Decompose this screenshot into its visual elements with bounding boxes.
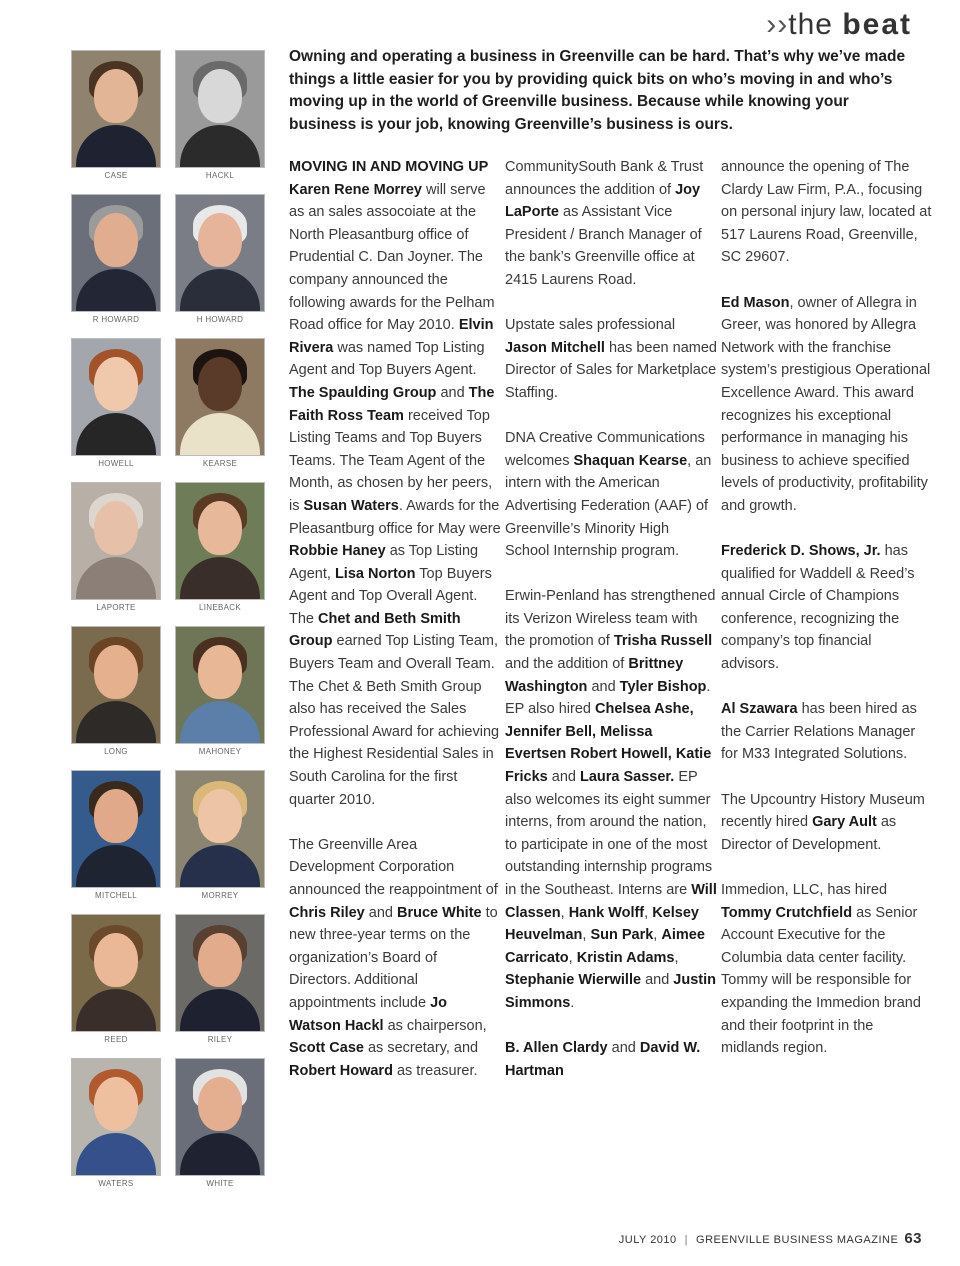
photo-caption: KEARSE	[202, 459, 238, 468]
photo-caption: LONG	[104, 747, 128, 756]
portrait-photo	[72, 771, 160, 887]
news-item: Upstate sales professional Jason Mitchell has been named Director of Sales for Marketplace Staffing.	[505, 317, 717, 401]
footer-separator: |	[684, 1234, 689, 1246]
photo-caption: HACKL	[205, 171, 235, 180]
portrait-photo	[72, 195, 160, 311]
news-item: DNA Creative Communications welcomes Shaquan Kearse, an intern with the American Advertising Federation (AAF) of Greenville’s Minority High School Internship program.	[505, 430, 712, 560]
headshot-r-howard	[72, 195, 164, 324]
photo-caption: R HOWARD	[92, 315, 140, 324]
headshot-hackl	[176, 51, 268, 180]
portrait-photo	[176, 483, 264, 599]
photo-caption: WATERS	[98, 1179, 134, 1188]
news-item: MOVING IN AND MOVING UP Karen Rene Morrey will serve as an sales assocoiate at the North Pleasantburg office of Prudential C. Dan Joyner. The company announced the following awards for the Pelham Road office for May 2010. Elvin Rivera was named Top Listing Agent and Top Buyers Agent. The Spaulding Group and The Faith Ross Team received Top Listing Teams and Top Buyers Teams. The Team Agent of the Month, as chosen by her peers, is Susan Waters. Awards for the Pleasantburg office for May were Robbie Haney as Top Listing Agent, Lisa Norton Top Buyers Agent and Top Overall Agent. The Chet and Beth Smith Group earned Top Listing Team, Buyers Team and Overall Team. The Chet & Beth Smith Group also has received the Sales Professional Award for achieving the Highest Residential Sales in South Carolina for the first quarter 2010.	[289, 159, 501, 808]
photo-caption: MORREY	[201, 891, 239, 900]
page-footer	[619, 1230, 922, 1247]
portrait-photo	[176, 915, 264, 1031]
news-item: The Upcountry History Museum recently hired Gary Ault as Director of Development.	[721, 791, 925, 853]
news-item: B. Allen Clardy and David W. Hartman	[505, 1040, 701, 1079]
column-1	[289, 156, 501, 1105]
photo-caption: MAHONEY	[198, 747, 242, 756]
photo-caption: LINEBACK	[199, 603, 241, 612]
news-item: Erwin-Penland has strengthened its Verizon Wireless team with the promotion of Trisha Russell and the addition of Brittney Washington and Tyler Bishop. EP also hired Chelsea Ashe, Jennifer Bell, Melissa Evertsen Robert Howell, Katie Fricks and Laura Sasser. EP also welcomes its eight summer interns, from around the nation, to participate in one of the most outstanding internship programs in the Southeast. Interns are Will Classen, Hank Wolff, Kelsey Heuvelman, Sun Park, Aimee Carricato, Kristin Adams, Stephanie Wierwille and Justin Simmons.	[505, 588, 717, 1011]
portrait-photo	[176, 195, 264, 311]
headshot-waters	[72, 1059, 164, 1188]
headshot-morrey	[176, 771, 268, 900]
portrait-photo	[176, 51, 264, 167]
header-the: the	[788, 8, 833, 41]
photo-caption: CASE	[104, 171, 128, 180]
news-item: Al Szawara has been hired as the Carrier Relations Manager for M33 Integrated Solutions.	[721, 701, 917, 763]
headshot-kearse	[176, 339, 268, 468]
headshot-h-howard	[176, 195, 268, 324]
headshot-lineback	[176, 483, 268, 612]
news-item: CommunitySouth Bank & Trust announces the addition of Joy LaPorte as Assistant Vice President / Branch Manager of the bank’s Greenville office at 2415 Laurens Road.	[505, 159, 704, 288]
photo-caption: HOWELL	[98, 459, 134, 468]
intro-paragraph: Owning and operating a business in Greenville can be hard. That’s why we’ve made things a little easier for you by providing quick bits on who’s moving in and who’s moving up in the world of Greenville business. Because while knowing your business is your job, knowing Greenville’s business is ours.	[289, 48, 906, 134]
news-item: Immedion, LLC, has hired Tommy Crutchfield as Senior Account Executive for the Columbia data center facility. Tommy will be responsible for expanding the Immedion brand and their footprint in the midlands region.	[721, 882, 921, 1057]
magazine-name: GREENVILLE BUSINESS MAGAZINE	[696, 1234, 899, 1246]
news-item: Frederick D. Shows, Jr. has qualified for Waddell & Reed’s annual Circle of Champions conference, recognizing the company’s top financial advisors.	[721, 543, 915, 673]
photo-caption: LAPORTE	[96, 603, 136, 612]
headshot-laporte	[72, 483, 164, 612]
headshot-howell	[72, 339, 164, 468]
news-item: The Greenville Area Development Corporation announced the reappointment of Chris Riley and Bruce White to new three-year terms on the organization’s Board of Directors. Additional appointments include Jo Watson Hackl as chairperson, Scott Case as secretary, and Robert Howard as treasurer.	[289, 836, 498, 1079]
portrait-photo	[72, 1059, 160, 1175]
section-header	[766, 8, 912, 42]
column-2	[505, 156, 717, 1105]
photo-caption: RILEY	[207, 1035, 233, 1044]
headshot-case	[72, 51, 164, 180]
photo-caption: REED	[104, 1035, 128, 1044]
headshot-white	[176, 1059, 268, 1188]
headshot-mahoney	[176, 627, 268, 756]
portrait-photo	[72, 51, 160, 167]
header-arrows: ››	[766, 8, 789, 41]
portrait-photo	[176, 339, 264, 455]
headshot-long	[72, 627, 164, 756]
issue-date: JULY 2010	[618, 1234, 677, 1246]
photo-caption: H HOWARD	[196, 315, 244, 324]
portrait-photo	[176, 1059, 264, 1175]
header-beat: beat	[842, 8, 912, 41]
photo-caption: WHITE	[206, 1179, 234, 1188]
headshot-riley	[176, 915, 268, 1044]
photo-caption: MITCHELL	[95, 891, 137, 900]
news-item: Ed Mason, owner of Allegra in Greer, was honored by Allegra Network with the franchise system’s prestigious Operational Excellence Award. This award recognizes his exceptional performance in managing his business to achieve specified levels of productivity, profitability and growth.	[721, 294, 931, 514]
page-number: 63	[904, 1230, 922, 1247]
portrait-photo	[72, 483, 160, 599]
news-item: announce the opening of The Clardy Law Firm, P.A., focusing on personal injury law, located at 517 Laurens Road, Greenville, SC 29607.	[721, 159, 932, 266]
headshot-reed	[72, 915, 164, 1044]
portrait-photo	[72, 915, 160, 1031]
portrait-photo	[72, 339, 160, 455]
portrait-photo	[176, 771, 264, 887]
portrait-photo	[176, 627, 264, 743]
headshot-mitchell	[72, 771, 164, 900]
portrait-photo	[72, 627, 160, 743]
column-3	[721, 156, 933, 1082]
